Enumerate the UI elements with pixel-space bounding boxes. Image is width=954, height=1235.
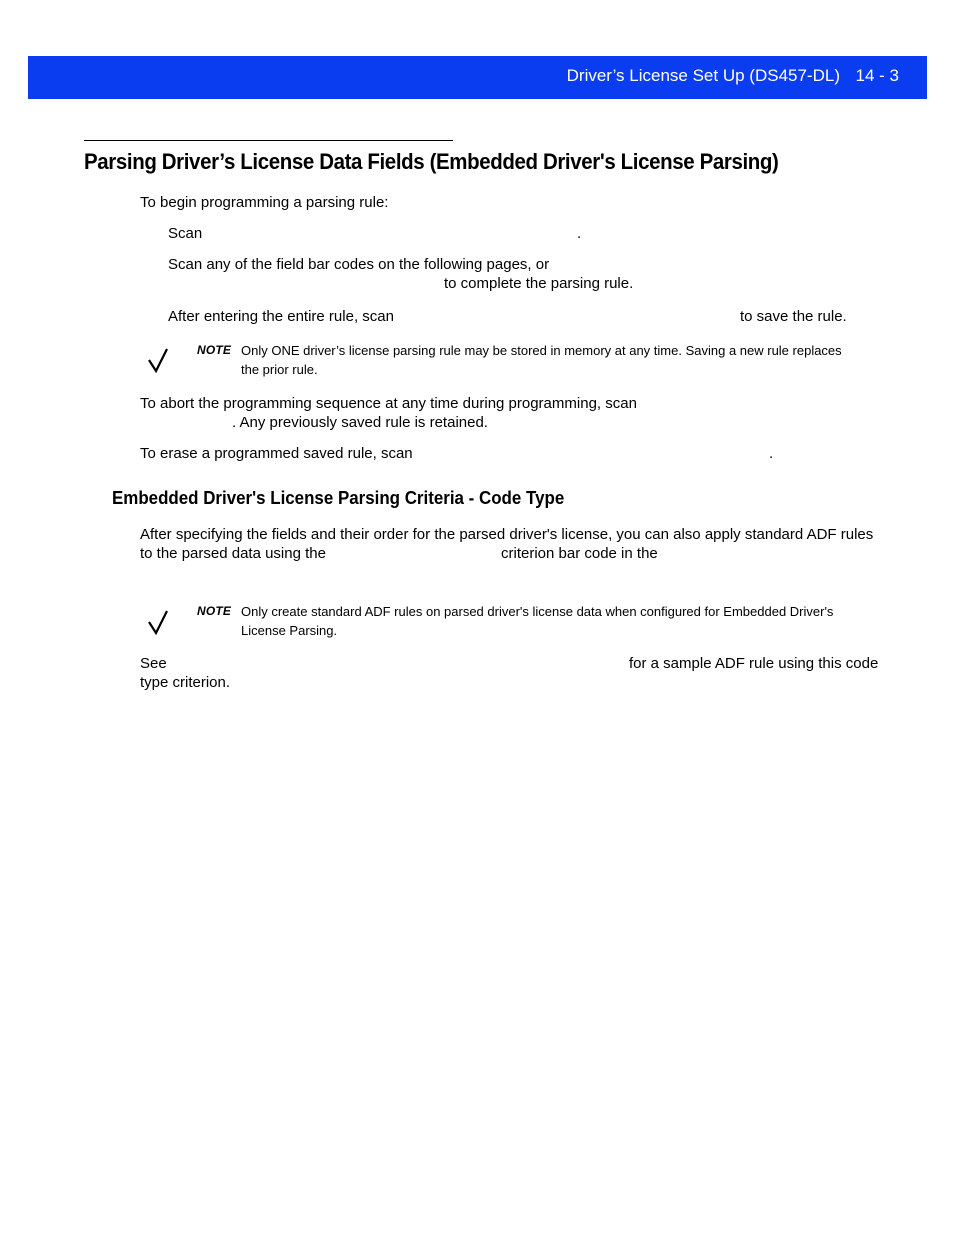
criteria-text-line2: to the parsed data using the bbox=[140, 545, 326, 562]
header-title: Driver’s License Set Up (DS457-DL) bbox=[566, 66, 840, 85]
step1-end: . bbox=[577, 225, 582, 242]
checkmark-icon bbox=[147, 347, 169, 373]
running-header bbox=[28, 56, 927, 99]
section-title: Parsing Driver’s License Data Fields (Embedded Driver's License Parsing) bbox=[84, 149, 779, 174]
note-text-continuation: License Parsing. bbox=[241, 623, 338, 638]
page-number: 14 - 3 bbox=[855, 66, 899, 85]
criteria-text-line2-end: criterion bar code in the bbox=[501, 545, 658, 562]
note-label: NOTE bbox=[197, 604, 232, 618]
subsection-title: Embedded Driver's License Parsing Criteria - Code Type bbox=[112, 488, 565, 508]
abort-text: To abort the programming sequence at any time during programming, scan bbox=[140, 395, 637, 412]
step2-continuation: to complete the parsing rule. bbox=[444, 275, 634, 292]
see-text: See bbox=[140, 655, 167, 672]
checkmark-icon bbox=[147, 609, 169, 635]
note-text: Only create standard ADF rules on parsed driver's license data when configured for Embedded Driver's bbox=[241, 604, 834, 619]
note-text: Only ONE driver’s license parsing rule may be stored in memory at any time. Saving a new rule replaces bbox=[241, 343, 842, 358]
criteria-text: After specifying the fields and their order for the parsed driver's license, you can also apply standard ADF rules bbox=[140, 526, 874, 543]
see-text-line2: type criterion. bbox=[140, 674, 231, 691]
erase-end: . bbox=[769, 445, 774, 462]
section-rule bbox=[84, 140, 453, 141]
step1-text: Scan bbox=[168, 225, 203, 242]
step2-text: Scan any of the field bar codes on the following pages, or bbox=[168, 256, 550, 273]
step3-text: After entering the entire rule, scan bbox=[168, 308, 394, 325]
note-text-continuation: the prior rule. bbox=[241, 362, 318, 377]
step3-end: to save the rule. bbox=[740, 308, 847, 325]
see-text-end: for a sample ADF rule using this code bbox=[629, 655, 879, 672]
erase-text: To erase a programmed saved rule, scan bbox=[140, 445, 413, 462]
abort-continuation: . Any previously saved rule is retained. bbox=[232, 414, 488, 431]
note-label: NOTE bbox=[197, 343, 232, 357]
intro-text: To begin programming a parsing rule: bbox=[140, 194, 389, 211]
